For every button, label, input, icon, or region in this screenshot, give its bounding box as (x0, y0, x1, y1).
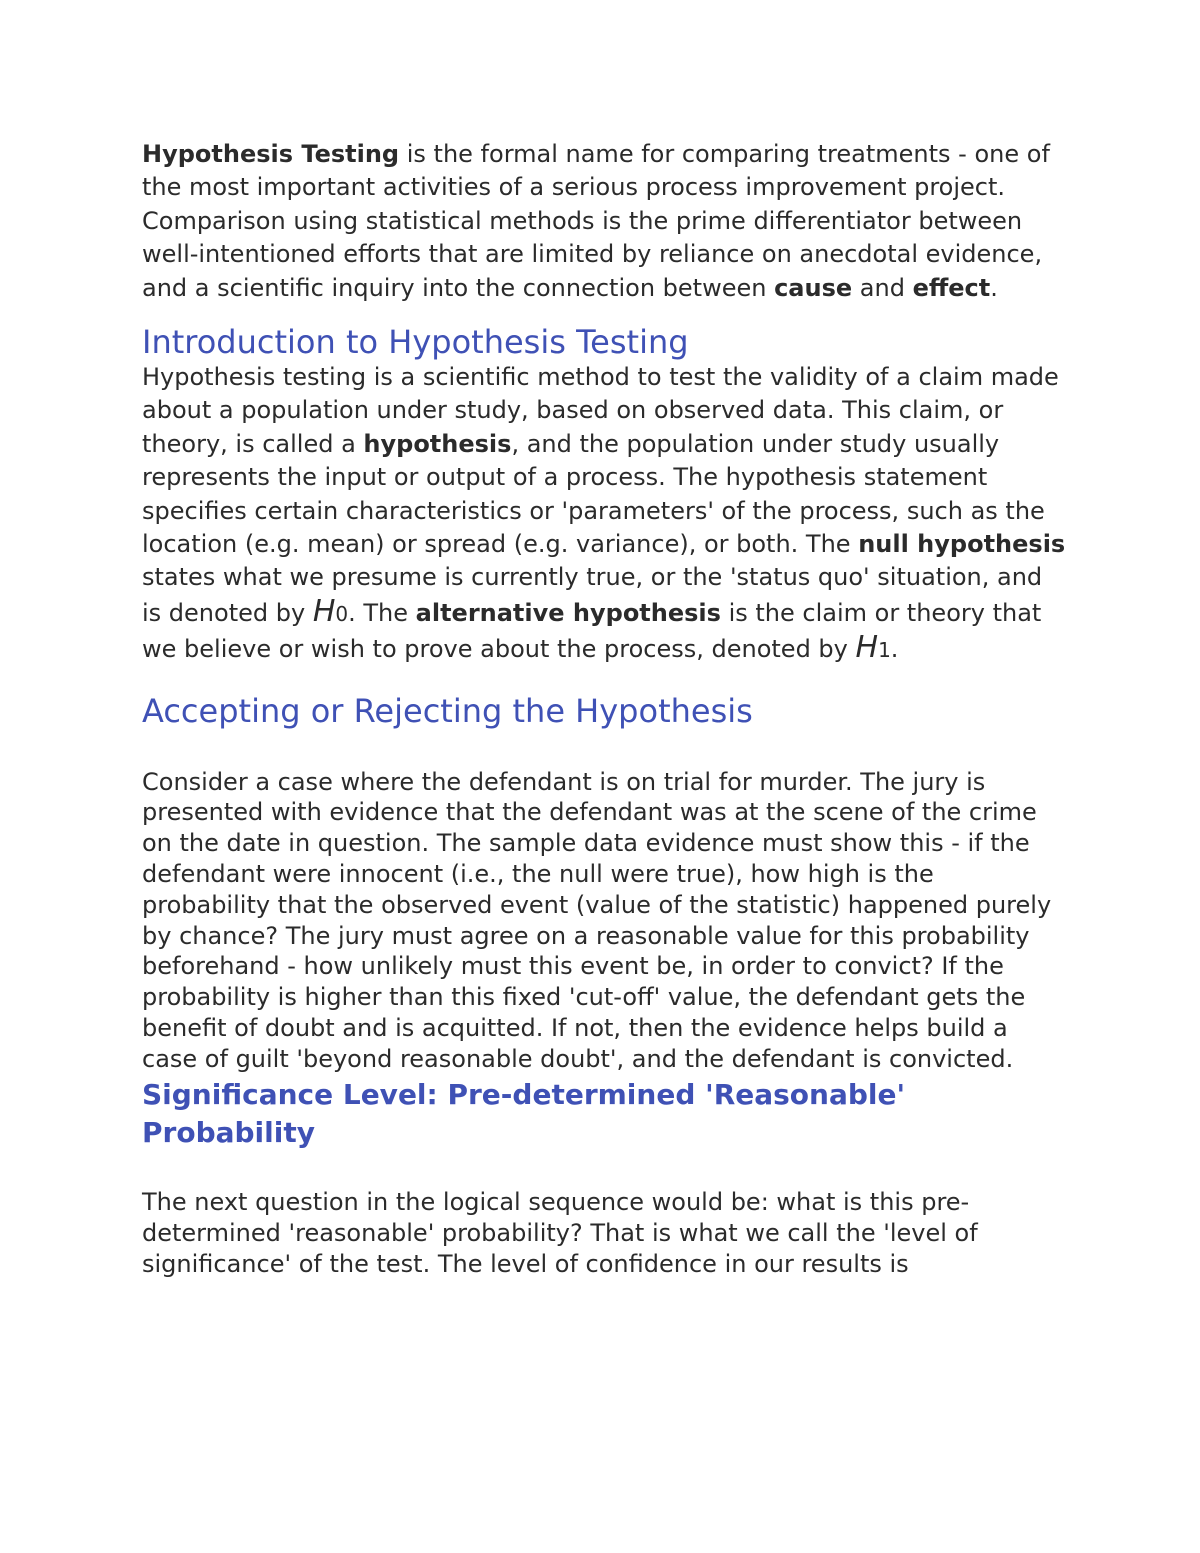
section-heading-significance: Significance Level: Pre-determined 'Reasonable' Probability (142, 1077, 906, 1149)
h1-subscript: 1 (878, 638, 891, 663)
intro-cause: cause (774, 273, 853, 302)
h0-subscript: 0 (335, 601, 349, 626)
h0-symbol (313, 594, 348, 629)
h0-letter: H (312, 593, 336, 629)
accepting-paragraph: Consider a case where the defendant is on trial for murder. The jury is presented with evidence that the defendant was at the scene of the crime on the date in question. The sample data evidence must show this - if the defendant were innocent (i.e., the null were true), how high is the probability that the observed event (value of the statistic) happened purely by chance? The jury must agree on a reasonable value for this probability beforehand - how unlikely must this event be, in order to convict? If the probability is higher than this fixed 'cut-off' value, the defendant gets the benefit of doubt and is acquitted. If not, then the evidence helps build a case of guilt 'beyond reasonable doubt', and the defendant is convicted. (142, 767, 1052, 1073)
hypothesis-term: hypothesis (363, 429, 512, 458)
document-page (142, 138, 1067, 1280)
intro-effect: effect (912, 273, 991, 302)
alternative-hypothesis-term: alternative hypothesis (415, 598, 721, 627)
intro-body-text-4: . The (348, 598, 416, 627)
significance-paragraph: The next question in the logical sequence would be: what is this pre-determined 'reasonable' probability? That is what we call the 'level of significance' of the test. The level of confidence in our results is (142, 1187, 978, 1278)
h1-letter: H (855, 630, 879, 666)
intro-body-end: . (890, 635, 899, 664)
intro-and: and (852, 273, 913, 302)
section-heading-introduction: Introduction to Hypothesis Testing (142, 323, 689, 362)
section-heading-accepting: Accepting or Rejecting the Hypothesis (142, 691, 753, 730)
h1-symbol (856, 630, 891, 665)
intro-body-text-5: is the claim or theory that we believe or wish to prove about the process, denoted by (142, 598, 1042, 664)
intro-body-text-1: Hypothesis testing is a scientific method to test the validity of a claim made about a population under study, based on observed data. This claim, or theory, is called a (142, 363, 1059, 458)
intro-term: Hypothesis Testing (142, 140, 400, 168)
introduction-paragraph (142, 361, 1067, 668)
intro-end: . (990, 273, 998, 302)
intro-text: is the formal name for comparing treatments - one of the most important activities of a serious process improvement project. Comparison using statistical methods is the prime differentiator between well-intentioned efforts that are limited by reliance on anecdotal evidence, and a scientific inquiry into the connection between (142, 140, 1050, 302)
null-hypothesis-term: null hypothesis (858, 530, 1066, 559)
intro-body-text-3: states what we presume is currently true, or the 'status quo' situation, and is denoted by (142, 563, 1043, 627)
intro-paragraph (142, 138, 1067, 305)
intro-body-text-2: , and the population under study usually represents the input or output of a process. The hypothesis statement specifies certain characteristics or 'parameters' of the process, such as the location (e.g. mean) or spread (e.g. variance), or both. The (142, 429, 1045, 559)
